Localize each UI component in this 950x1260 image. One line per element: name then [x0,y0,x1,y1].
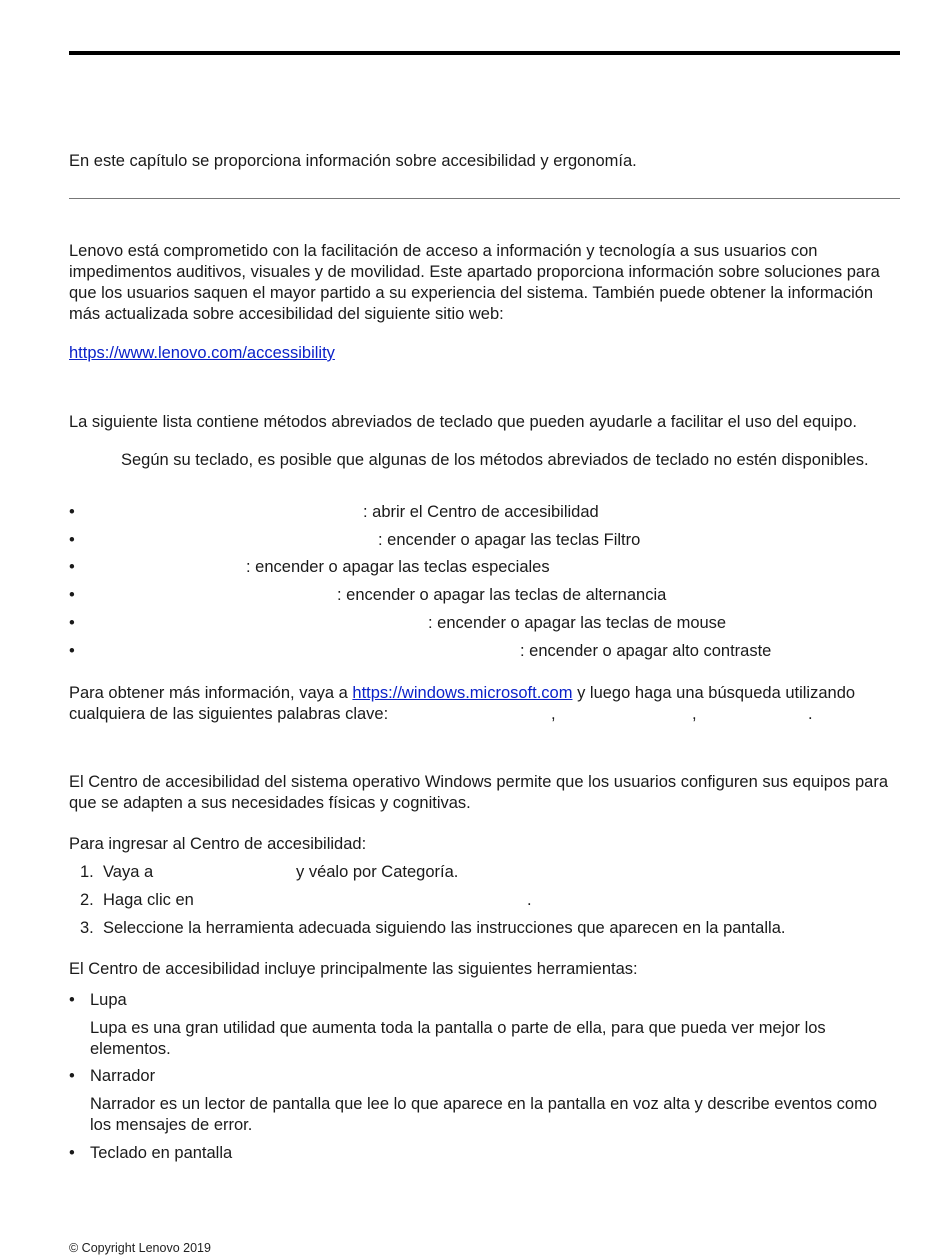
shortcut-description: : encender o apagar las teclas especiales [246,558,550,576]
bullet-icon: • [69,586,75,604]
chapter-intro: En este capítulo se proporciona información sobre accesibilidad y ergonomía. [69,152,637,170]
shortcut-item [69,556,900,578]
section-divider [69,198,900,199]
keyword-separator: , [692,705,697,723]
shortcut-description: : encender o apagar las teclas Filtro [378,531,641,549]
step-text: Haga clic en [103,891,194,909]
tool-description: Lupa es una gran utilidad que aumenta toda la pantalla o parte de ella, para que pueda ver mejor los elementos. [90,1019,826,1058]
shortcut-description: : encender o apagar las teclas de alternancia [337,586,667,604]
step-number: 2. [80,891,94,909]
bullet-icon: • [69,558,75,576]
tools-intro: El Centro de accesibilidad incluye principalmente las siguientes herramientas: [69,960,638,978]
bullet-icon: • [69,1067,75,1085]
shortcut-item [69,612,900,634]
bullet-icon: • [69,642,75,660]
windows-microsoft-link[interactable]: https://windows.microsoft.com [352,684,573,702]
bullet-icon: • [69,503,75,521]
tool-name: Narrador [90,1067,156,1085]
more-info-prefix: Para obtener más información, vaya a [69,684,353,702]
shortcuts-note: Según su teclado, es posible que algunas de los métodos abreviados de teclado no estén disponibles. [121,451,869,469]
keyword-terminator: . [808,705,813,723]
bullet-icon: • [69,614,75,632]
more-info-line-2 [69,704,388,725]
step-text: Seleccione la herramienta adecuada siguiendo las instrucciones que aparecen en la pantalla. [103,919,786,937]
shortcut-description: : encender o apagar las teclas de mouse [428,614,727,632]
step-text-after: . [527,891,532,909]
shortcut-description: : encender o apagar alto contraste [520,642,772,660]
more-info-keywords-label: cualquiera de las siguientes palabras clave: [69,705,389,723]
shortcut-item [69,529,900,551]
shortcut-item [69,584,900,606]
keyword-separator: , [551,705,556,723]
more-info-line [69,683,855,704]
shortcut-item [69,640,900,662]
bullet-icon: • [69,1144,75,1162]
tool-description: Narrador es un lector de pantalla que lee lo que aparece en la pantalla en voz alta y describe eventos como los mensajes de error. [90,1095,877,1134]
accessibility-paragraph: Lenovo está comprometido con la facilitación de acceso a información y tecnología a sus usuarios con impedimentos auditivos, visuales y de movilidad. Este apartado proporciona información sobre soluciones para que los usuarios saquen el mayor partido a su experiencia del sistema. También puede obtener la información más actualizada sobre accesibilidad del siguiente sitio web: [69,242,880,323]
tool-name: Lupa [90,991,127,1009]
top-rule [69,51,900,55]
accessibility-link-line [69,343,900,364]
step-number: 3. [80,919,94,937]
lenovo-accessibility-link[interactable]: https://www.lenovo.com/accessibility [69,344,335,362]
step-text-after: y véalo por Categoría. [296,863,459,881]
copyright-footer: © Copyright Lenovo 2019 [69,1241,211,1255]
bullet-icon: • [69,991,75,1009]
tool-name: Teclado en pantalla [90,1144,233,1162]
step-item [80,917,786,939]
shortcut-item [69,501,900,523]
center-paragraph: El Centro de accesibilidad del sistema operativo Windows permite que los usuarios configuren sus equipos para que se adapten a sus necesidades físicas y cognitivas. [69,773,889,812]
step-number: 1. [80,863,94,881]
step-item [80,889,532,911]
step-text: Vaya a [103,863,154,881]
more-info-suffix: y luego haga una búsqueda utilizando [572,684,856,702]
step-item [80,861,459,883]
shortcuts-intro: La siguiente lista contiene métodos abreviados de teclado que pueden ayudarle a facilitar el uso del equipo. [69,413,857,431]
bullet-icon: • [69,531,75,549]
steps-intro: Para ingresar al Centro de accesibilidad: [69,835,367,853]
shortcut-description: : abrir el Centro de accesibilidad [363,503,599,521]
